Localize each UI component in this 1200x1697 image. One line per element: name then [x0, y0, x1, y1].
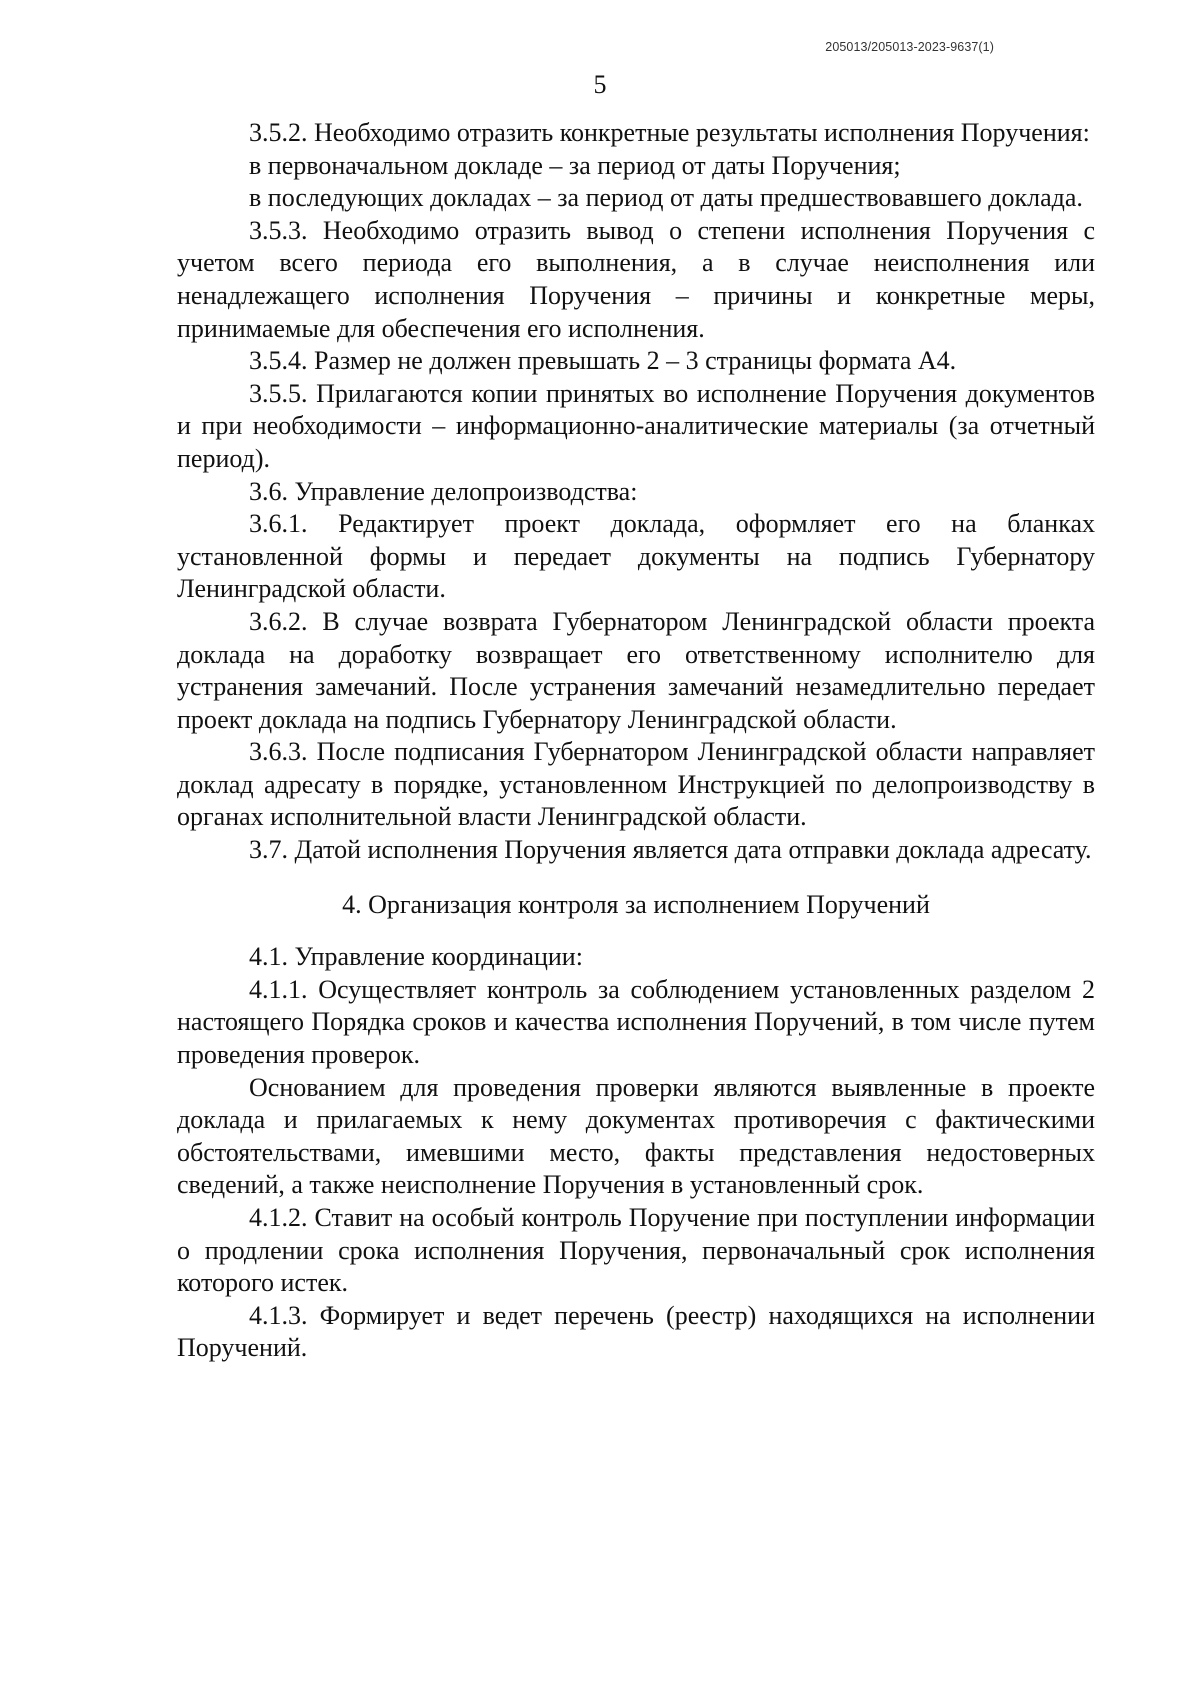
paragraph-4-1-1: 4.1.1. Осуществляет контроль за соблюдением установленных разделом 2 настоящего Порядка сроков и качества исполнения Поручений, в том числе путем проведения проверок.	[177, 974, 1095, 1070]
paragraph-inspection-grounds: Основанием для проведения проверки являются выявленные в проекте доклада и прилагаемых к нему документах противоречия с фактическими обстоятельствами, имевшими место, факты представления недостоверных сведений, а также неисполнение Поручения в установленный срок.	[177, 1072, 1095, 1200]
paragraph-3-6: 3.6. Управление делопроизводства:	[249, 476, 638, 506]
paragraph-initial-report: в первоначальном докладе – за период от даты Поручения;	[249, 150, 901, 180]
paragraph-3-5-3: 3.5.3. Необходимо отразить вывод о степени исполнения Поручения с учетом всего периода его выполнения, а в случае неисполнения или ненадлежащего исполнения Поручения – причины и конкретные меры, принимаемые для обеспечения его исполнения.	[177, 215, 1095, 343]
document-body	[177, 117, 1095, 1365]
page-number: 5	[593, 70, 607, 99]
paragraph-3-7: 3.7. Датой исполнения Поручения является дата отправки доклада адресату.	[249, 835, 1092, 865]
paragraph-4-1-2: 4.1.2. Ставит на особый контроль Поручение при поступлении информации о продлении срока исполнения Поручения, первоначальный срок исполнения которого истек.	[177, 1203, 1095, 1298]
section-4-heading: 4. Организация контроля за исполнением Поручений	[342, 889, 930, 919]
paragraph-3-5-5: 3.5.5. Прилагаются копии принятых во исполнение Поручения документов и при необходимости – информационно-аналитические материалы (за отчетный период).	[177, 378, 1095, 473]
paragraph-4-1: 4.1. Управление координации:	[249, 942, 583, 972]
paragraph-3-6-3: 3.6.3. После подписания Губернатором Ленинградской области направляет доклад адресату в порядке, установленном Инструкцией по делопроизводству в органах исполнительной власти Ленинградской области.	[177, 737, 1095, 832]
paragraph-subsequent-reports: в последующих докладах – за период от даты предшествовавшего доклада.	[249, 183, 1083, 213]
paragraph-4-1-3: 4.1.3. Формирует и ведет перечень (реестр) находящихся на исполнении Поручений.	[177, 1300, 1095, 1363]
paragraph-3-6-1: 3.6.1. Редактирует проект доклада, оформляет его на бланках установленной формы и передает документы на подпись Губернатору Ленинградской области.	[177, 509, 1095, 604]
paragraph-3-5-4: 3.5.4. Размер не должен превышать 2 – 3 страницы формата А4.	[249, 346, 957, 376]
paragraph-3-6-2: 3.6.2. В случае возврата Губернатором Ленинградской области проекта доклада на доработку возвращает его ответственному исполнителю для устранения замечаний. После устранения замечаний незамедлительно передает проект доклада на подпись Губернатору Ленинградской области.	[177, 606, 1095, 734]
document-id: 205013/205013-2023-9637(1)	[825, 40, 994, 54]
paragraph-3-5-2: 3.5.2. Необходимо отразить конкретные результаты исполнения Поручения:	[249, 118, 1090, 147]
